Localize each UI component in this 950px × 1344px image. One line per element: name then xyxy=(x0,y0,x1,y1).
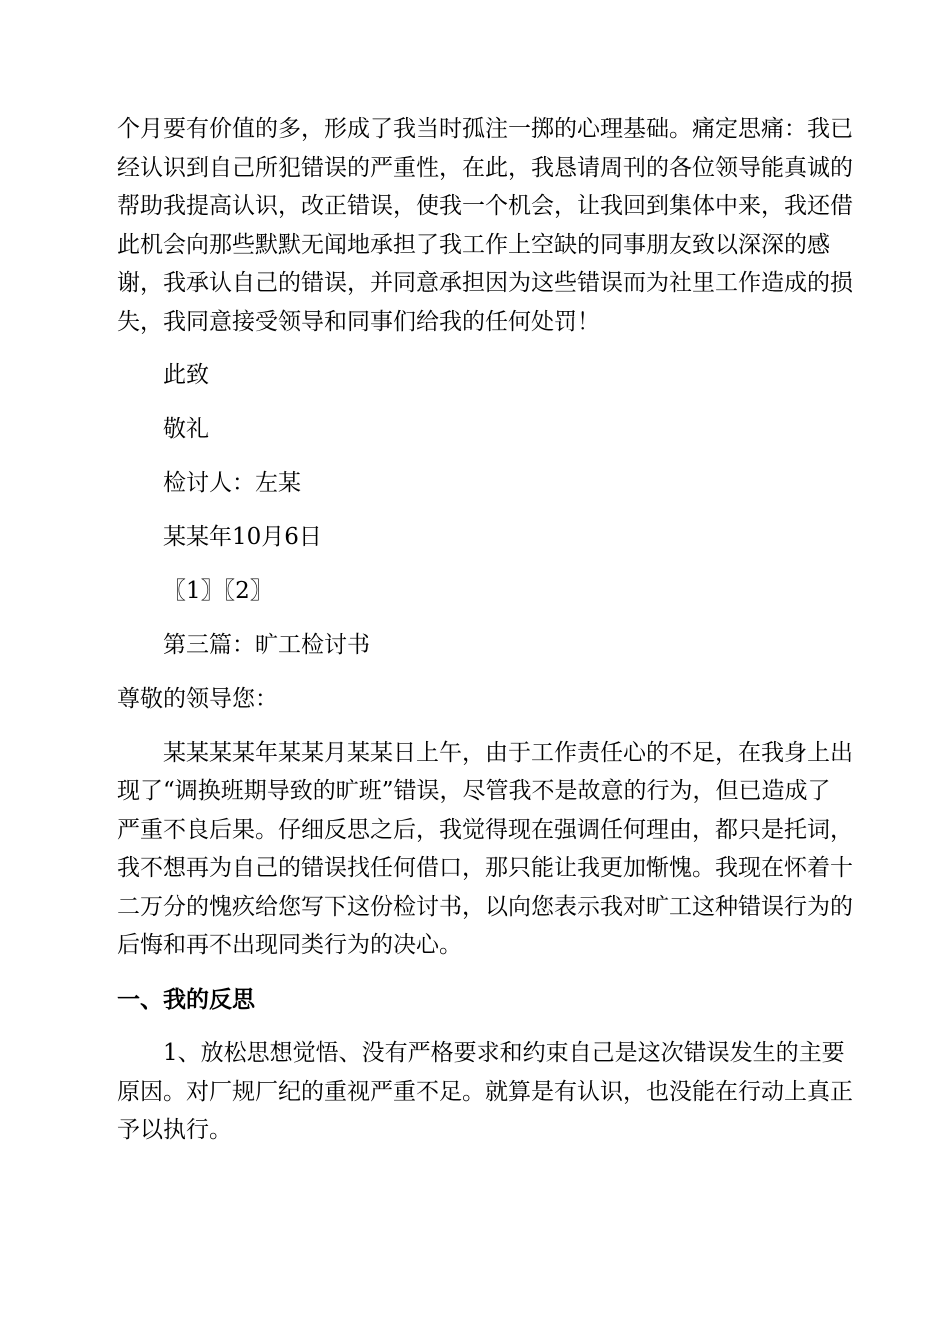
paragraph-line: 个月要有价值的多，形成了我当时孤注一掷的心理基础。痛定思痛：我已 xyxy=(117,116,853,142)
paragraph-line: 谢，我承认自己的错误，并同意承担因为这些错误而为社里工作造成的损 xyxy=(117,270,853,296)
page-links[interactable]: 〖1〗〖2〗 xyxy=(163,578,273,604)
paragraph-line: 此机会向那些默默无闻地承担了我工作上空缺的同事朋友致以深深的感 xyxy=(117,232,830,258)
paragraph-line: 现了“调换班期导致的旷班”错误，尽管我不是故意的行为，但已造成了 xyxy=(117,778,831,804)
paragraph-line: 经认识到自己所犯错误的严重性，在此，我恳请周刊的各位领导能真诚的 xyxy=(117,155,853,181)
date-line: 某某年10月6日 xyxy=(163,524,322,550)
paragraph-line: 严重不良后果。仔细反思之后，我觉得现在强调任何理由，都只是托词， xyxy=(117,817,853,843)
section-title: 第三篇：旷工检讨书 xyxy=(163,632,370,658)
paragraph-line: 后悔和再不出现同类行为的决心。 xyxy=(117,932,462,958)
author-line: 检讨人：左某 xyxy=(163,470,301,496)
section-heading: 一、我的反思 xyxy=(117,986,255,1013)
paragraph-line: 1、放松思想觉悟、没有严格要求和约束自己是这次错误发生的主要 xyxy=(163,1040,845,1066)
paragraph-line: 予以执行。 xyxy=(117,1117,232,1143)
salutation: 尊敬的领导您： xyxy=(117,686,278,712)
paragraph-line: 失，我同意接受领导和同事们给我的任何处罚！ xyxy=(117,309,600,335)
paragraph-line: 二万分的愧疚给您写下这份检讨书，以向您表示我对旷工这种错误行为的 xyxy=(117,894,853,920)
closing-salute: 敬礼 xyxy=(163,416,209,442)
paragraph-line: 原因。对厂规厂纪的重视严重不足。就算是有认识，也没能在行动上真正 xyxy=(117,1079,853,1105)
paragraph-line: 我不想再为自己的错误找任何借口，那只能让我更加惭愧。我现在怀着十 xyxy=(117,855,853,881)
paragraph-line: 帮助我提高认识，改正错误，使我一个机会，让我回到集体中来，我还借 xyxy=(117,193,853,219)
paragraph-line: 某某某某年某某月某某日上午，由于工作责任心的不足，在我身上出 xyxy=(163,740,853,766)
closing-phrase: 此致 xyxy=(163,362,209,388)
